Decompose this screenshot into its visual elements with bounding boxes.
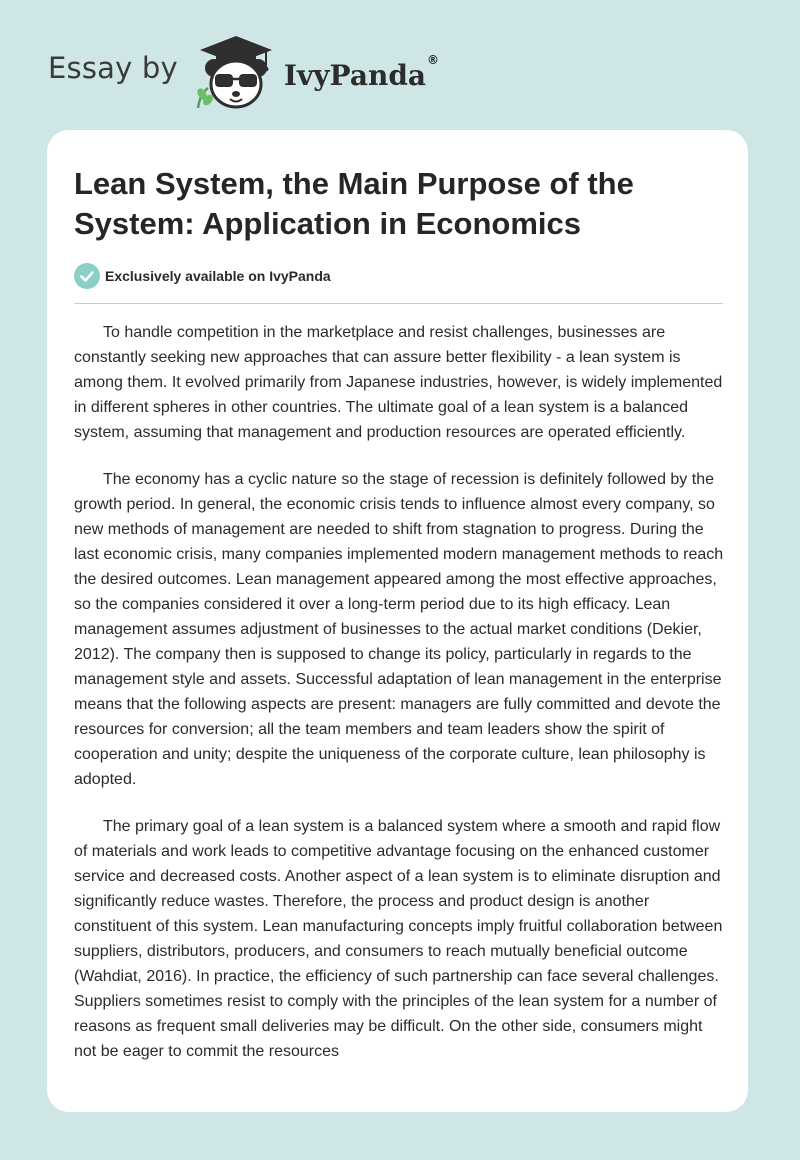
brand-name: IvyPanda® xyxy=(283,52,440,92)
registered-mark: ® xyxy=(427,52,440,67)
brand-prefix: Essay by xyxy=(48,51,178,85)
paragraph: To handle competition in the marketplace and resist challenges, businesses are constantly seeking new approaches that can assure better flexibility - a lean system is among them. It evolved primarily from Japanese industries, however, is widely implemented in different spheres in other countries. The ultimate goal of a lean system is a balanced system, assuming that management and production resources are operated efficiently. xyxy=(74,324,723,441)
essay-body xyxy=(74,320,724,1086)
paragraph: The primary goal of a lean system is a balanced system where a smooth and rapid flow of materials and work leads to competitive advantage focusing on the enhanced customer service and decreased costs. Another aspect of a lean system is to eliminate disruption and significantly reduce wastes. Therefore, the process and product design is another constituent of this system. Lean manufacturing concepts imply fruitful collaboration between suppliers, distributors, producers, and consumers to reach mutually beneficial outcome (Wahdiat, 2016). In practice, the efficiency of such partnership can face several challenges. Suppliers sometimes resist to comply with the principles of the lean system for a number of reasons as frequent small deliveries may be difficult. On the other side, consumers might not be eager to commit the resources xyxy=(74,818,723,1060)
essay-title: Lean System, the Main Purpose of the System: Application in Economics xyxy=(74,166,634,241)
checkmark-icon xyxy=(74,263,100,289)
paragraph: The economy has a cyclic nature so the stage of recession is definitely followed by the growth period. In general, the economic crisis tends to influence almost every company, so new methods of management are needed to shift from stagnation to progress. During the last economic crisis, many companies implemented modern management methods to reach the desired outcomes. Lean management appeared among the most effective approaches, so the companies considered it over a long-term period due to its high efficacy. Lean management assumes adjustment of businesses to the actual market conditions (Dekier, 2012). The company then is supposed to change its policy, particularly in regards to the management style and assets. Successful adaptation of lean management in the enterprise means that the following aspects are present: managers are fully committed and devote the resources for conversion; all the team members and team leaders show the spirit of cooperation and unity; despite the uniqueness of the corporate culture, lean philosophy is adopted. xyxy=(74,471,724,788)
essay-card xyxy=(47,130,748,1112)
title-divider xyxy=(74,303,723,304)
exclusive-label: Exclusively available on IvyPanda xyxy=(105,268,331,284)
brand-header[interactable] xyxy=(48,34,439,110)
panda-logo-icon xyxy=(192,34,280,110)
exclusive-badge xyxy=(74,263,331,289)
